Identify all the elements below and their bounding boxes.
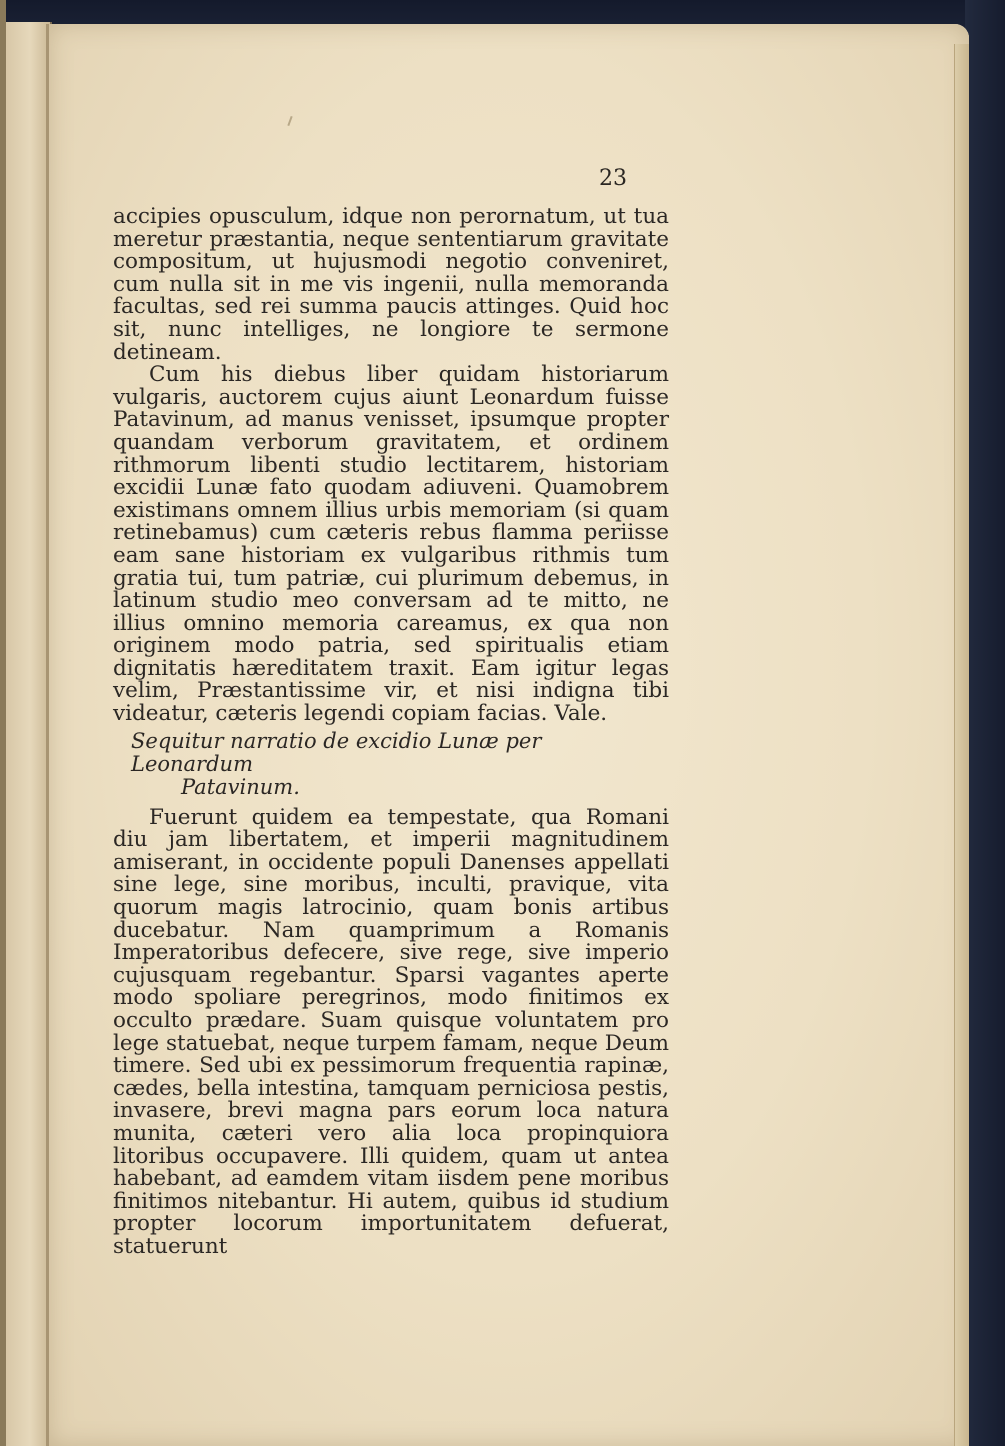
paragraph-letter: Cum his diebus liber quidam historiarum vulgaris, auctorem cujus aiunt Leonardum fuisse Patavinum, ad manus venisset, ipsumque propter quandam verborum gravitatem, et ordinem rithmorum libenti studio lectitarem, historiam excidii Lunæ fato quodam adiuveni. Quamobrem existimans omnem illius urbis memoriam (si quam retinebamus) cum cæteris rebus flamma periisse eam sane historiam ex vulgaribus rithmis tum gratia tui, tum patriæ, cui plurimum debemus, in latinum studio meo conversam ad te mitto, ne illius omnino memoria careamus, ex qua non originem modo patria, sed spiritualis etiam dignitatis hæreditatem traxit. Eam igitur legas velim, Præstantissime vir, et nisi indigna tibi videatur, cæteris legendi copiam facias. Vale. bbox=[113, 362, 669, 727]
facing-page-edge bbox=[0, 22, 52, 1446]
binding-spine bbox=[0, 0, 6, 1446]
section-heading bbox=[113, 730, 669, 799]
paragraph-continuation: accipies opusculum, idque non perornatum, ut tua meretur præstantia, neque sententiarum gravitate compositum, ut hujusmodi negotio conveniret, cum nulla sit in me vis ingenii, nulla memoranda facultas, sed rei summa paucis attinges. Quid hoc sit, nunc intelliges, ne longiore te sermone detineam. bbox=[113, 204, 669, 365]
scan-background-right bbox=[965, 0, 1005, 1446]
ink-speck bbox=[287, 116, 292, 126]
body-text bbox=[113, 206, 669, 1259]
page-number: 23 bbox=[599, 166, 627, 191]
book-page bbox=[46, 24, 969, 1446]
paragraph-narrative: Fuerunt quidem ea tempestate, qua Romani diu jam libertatem, et imperii magnitudinem amiserant, in occidente populi Danenses appellati sine lege, sine moribus, inculti, pravique, vita quorum magis latrocinio, quam bonis artibus ducebatur. Nam quamprimum a Romanis Imperatoribus defecere, sive rege, sive imperio cujusquam regebantur. Sparsi vagantes aperte modo spoliare peregrinos, modo finitimos ex occulto prædare. Suam quisque voluntatem pro lege statuebat, neque turpem famam, neque Deum timere. Sed ubi ex pessimorum frequentia rapinæ, cædes, bella intestina, tamquam perniciosa pestis, invasere, brevi magna pars eorum loca natura munita, cæteri vero alia loca propinquiora litoribus occupavere. Illi quidem, quam ut antea habebant, ad eamdem vitam iisdem pene moribus finitimos nitebantur. Hi autem, quibus id studium propter locorum importunitatem defuerat, statuerunt bbox=[113, 804, 669, 1259]
section-heading-line-2: Patavinum. bbox=[181, 774, 300, 799]
section-heading-line-1: Sequitur narratio de excidio Lunæ per Leonardum bbox=[131, 728, 542, 776]
page-fore-edge bbox=[954, 44, 969, 1446]
